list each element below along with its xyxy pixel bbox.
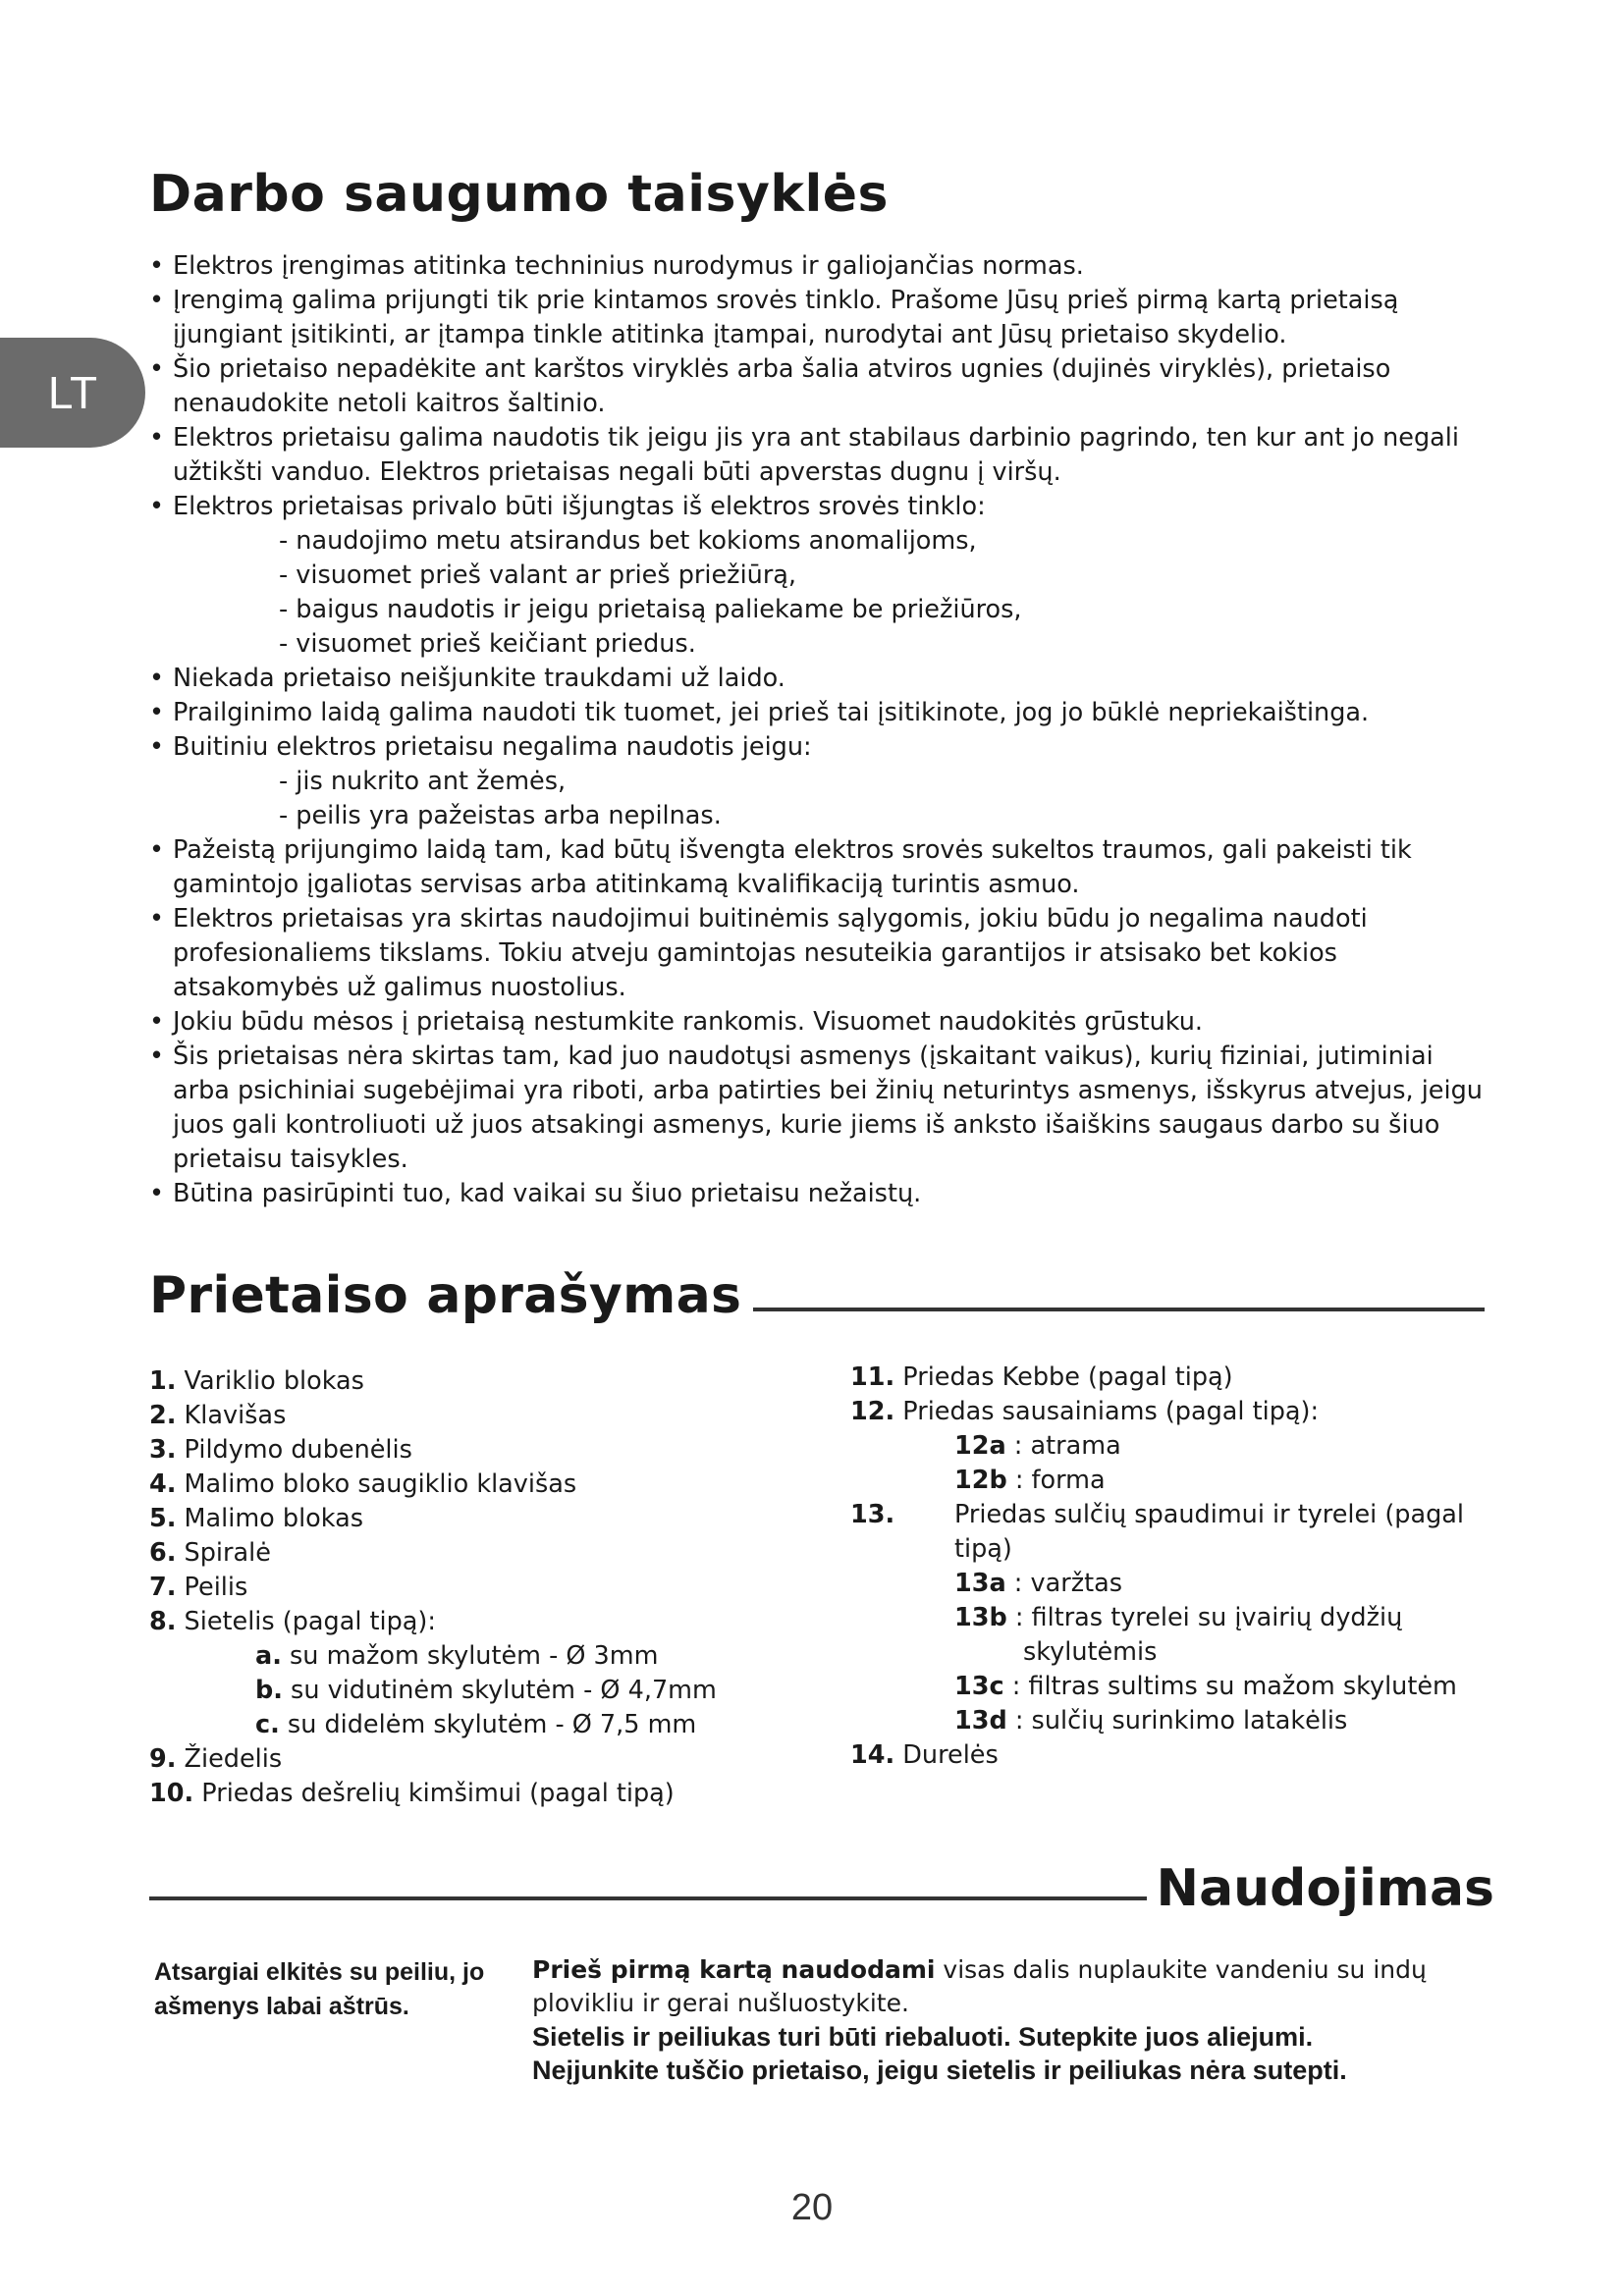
part-item-13c: 13c : filtras sultims su mažom skylutėm <box>954 1672 1457 1701</box>
safety-bullet-item: • Niekada prietaiso neišjunkite traukdami už laido. <box>149 662 1485 696</box>
part-item: 4. Malimo bloko saugiklio klavišas <box>149 1469 577 1499</box>
part-item-14: 14. Durelės <box>850 1740 999 1770</box>
safety-bullet-item: • Šis prietaisas nėra skirtas tam, kad juo naudotųsi asmenys (įskaitant vaikus), kurių fiziniai, jutiminiai arba psichiniai sugebėjimai yra riboti, arba patirties bei žinių neturintys asmenys, išskyrus atvejus, jeigu juos gali kontroliuoti už juos atsakingi asmenys, kurie jiems iš anksto išaiškins saugaus darbo su šiuo prietaisu taisykles. <box>149 1040 1485 1177</box>
safety-sub-item: - naudojimo metu atsirandus bet kokioms anomalijoms, <box>279 526 977 556</box>
safety-bullet-item: • Prailginimo laidą galima naudoti tik tuomet, jei prieš tai įsitikinote, jog jo būklė nepriekaištinga. <box>149 696 1485 730</box>
safety-bullet-item: • Pažeistą prijungimo laidą tam, kad būtų išvengta elektros srovės sukeltos traumos, gali pakeisti tik gamintojo įgaliotas servisas arba atitinkamą kvalifikaciją turintis asmuo. <box>149 833 1485 902</box>
description-title: Prietaiso aprašymas <box>149 1266 742 1325</box>
safety-list <box>149 249 1485 1211</box>
safety-bullet-item: • Elektros prietaisas yra skirtas naudojimui buitinėmis sąlygomis, jokiu būdu jo negalima naudoti profesionaliems tikslams. Tokiu atveju gamintojas nesuteikia garantijos ir atsisako bet kokios atsakomybės už galimus nuostolius. <box>149 902 1485 1005</box>
part-item-13b-cont: skylutėmis <box>1023 1637 1158 1667</box>
safety-bullet-item: • Buitiniu elektros prietaisu negalima naudotis jeigu: <box>149 730 1485 765</box>
safety-sub-item: - baigus naudotis ir jeigu prietaisą paliekame be priežiūros, <box>279 595 1022 624</box>
part-item: 7. Peilis <box>149 1573 248 1602</box>
safety-bullet-item: • Įrengimą galima prijungti tik prie kintamos srovės tinklo. Prašome Jūsų prieš pirmą kartą prietaisą įjungiant įsitikinti, ar įtampa tinkle atitinka įtampai, nurodytai ant Jūsų prietaiso skydelio. <box>149 284 1485 352</box>
usage-lubricate-note: Sietelis ir peiliukas turi būti riebaluoti. Sutepkite juos aliejumi. <box>532 2022 1314 2052</box>
part-item-12a: 12a : atrama <box>954 1431 1121 1461</box>
part-item: 2. Klavišas <box>149 1401 287 1430</box>
safety-bullet-item: • Elektros įrengimas atitinka techninius nurodymus ir galiojančias normas. <box>149 249 1485 284</box>
safety-sub-item: - visuomet prieš keičiant priedus. <box>279 629 696 659</box>
parts-list-right <box>850 1361 1498 1773</box>
parts-list-left <box>149 1364 778 1811</box>
safety-title: Darbo saugumo taisyklės <box>149 165 890 224</box>
part-item: 3. Pildymo dubenėlis <box>149 1435 412 1465</box>
safety-bullet-item: • Elektros prietaisas privalo būti išjungtas iš elektros srovės tinklo: <box>149 490 1485 524</box>
usage-rule <box>149 1896 1147 1900</box>
part-item: 5. Malimo blokas <box>149 1504 363 1533</box>
part-item-12: 12. Priedas sausainiams (pagal tipą): <box>850 1397 1320 1426</box>
page-number: 20 <box>790 2187 834 2228</box>
part-item-12b: 12b : forma <box>954 1466 1106 1495</box>
safety-sub-item: - jis nukrito ant žemės, <box>279 767 567 796</box>
usage-title: Naudojimas <box>1156 1859 1494 1918</box>
safety-sub-item: - peilis yra pažeistas arba nepilnas. <box>279 801 722 830</box>
safety-sub-item: - visuomet prieš valant ar prieš priežiūrą, <box>279 561 797 590</box>
part-item: 8. Sietelis (pagal tipą): <box>149 1607 436 1636</box>
usage-header <box>149 1859 1494 1918</box>
part-item: a. su mažom skylutėm - Ø 3mm <box>255 1641 659 1671</box>
knife-warning: Atsargiai elkitės su peiliu, jo ašmenys labai aštrūs. <box>154 1958 485 2020</box>
part-item: c. su didelėm skylutėm - Ø 7,5 mm <box>255 1710 697 1739</box>
usage-text <box>532 1953 1504 2087</box>
usage-first-use: Prieš pirmą kartą naudodami visas dalis nuplaukite vandeniu su indų plovikliu ir gerai nušluostykite. <box>532 1955 1427 2017</box>
language-tab: LT <box>0 338 145 448</box>
part-item-11: 11. Priedas Kebbe (pagal tipą) <box>850 1362 1233 1392</box>
part-item: b. su vidutinėm skylutėm - Ø 4,7mm <box>255 1676 717 1705</box>
part-item-13d: 13d : sulčių surinkimo latakėlis <box>954 1706 1348 1735</box>
part-item: 6. Spiralė <box>149 1538 271 1568</box>
part-item-13: 13. Priedas sulčių spaudimui ir tyrelei (pagal tipą) <box>850 1500 1465 1564</box>
part-item: 9. Žiedelis <box>149 1744 283 1774</box>
part-item: 10. Priedas dešrelių kimšimui (pagal tipą) <box>149 1779 675 1808</box>
description-rule <box>753 1308 1485 1311</box>
safety-bullet-item: • Jokiu būdu mėsos į prietaisą nestumkite rankomis. Visuomet naudokitės grūstuku. <box>149 1005 1485 1040</box>
part-item: 1. Variklio blokas <box>149 1366 364 1396</box>
part-item-13a: 13a : varžtas <box>954 1569 1123 1598</box>
part-item-13b: 13b : filtras tyrelei su įvairių dydžių <box>954 1603 1403 1632</box>
safety-bullet-item: • Būtina pasirūpinti tuo, kad vaikai su šiuo prietaisu nežaistų. <box>149 1177 1485 1211</box>
safety-bullet-item: • Elektros prietaisu galima naudotis tik jeigu jis yra ant stabilaus darbinio pagrindo, ten kur ant jo negali užtikšti vanduo. Elektros prietaisas negali būti apverstas dugnu į viršų. <box>149 421 1485 490</box>
description-header <box>149 1266 1485 1325</box>
safety-bullet-item: • Šio prietaiso nepadėkite ant karštos viryklės arba šalia atviros ugnies (dujinės viryklės), prietaiso nenaudokite netoli kaitros šaltinio. <box>149 352 1485 421</box>
usage-empty-warning: Neįjunkite tuščio prietaiso, jeigu sietelis ir peiliukas nėra sutepti. <box>532 2056 1347 2085</box>
